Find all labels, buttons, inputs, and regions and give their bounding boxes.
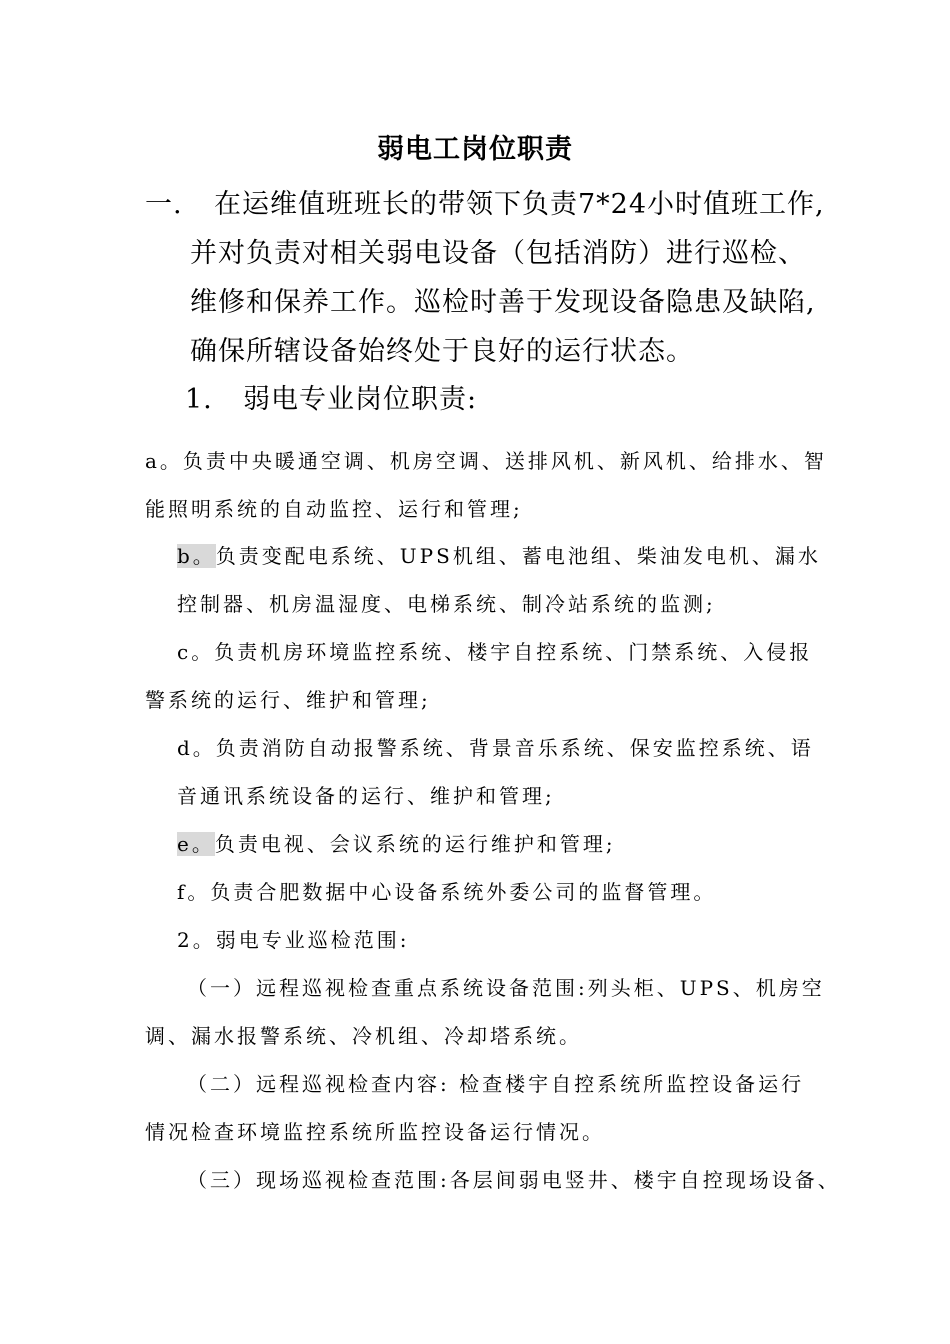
highlight-prefix: b。 — [177, 544, 216, 568]
paragraph-line: 2。弱电专业巡检范围: — [177, 928, 410, 952]
paragraph-line: （二）远程巡视检查内容: 检查楼宇自控系统所监控设备运行 — [187, 1072, 805, 1096]
sub-heading-number: 1. — [185, 384, 213, 415]
paragraph-line-text: 负责电视、会议系统的运行维护和管理; — [214, 832, 616, 856]
document-title: 弱电工岗位职责 — [377, 134, 573, 165]
paragraph-line: （一）远程巡视检查重点系统设备范围:列头柜、UPS、机房空 — [187, 976, 825, 1000]
sub-heading-duties — [185, 378, 477, 422]
paragraph-line: 调、漏水报警系统、冷机组、冷却塔系统。 — [145, 1024, 582, 1048]
sub-heading-label: 弱电专业岗位职责: — [243, 384, 478, 415]
paragraph-line: 音通讯系统设备的运行、维护和管理; — [177, 784, 555, 808]
paragraph-line: d。负责消防自动报警系统、背景音乐系统、保安监控系统、语 — [177, 736, 814, 760]
paragraph-line: 警系统的运行、维护和管理; — [145, 688, 431, 712]
paragraph-line-highlighted — [177, 820, 616, 868]
paragraph-line: 控制器、机房温湿度、电梯系统、制冷站系统的监测; — [177, 592, 716, 616]
paragraph-line: a。负责中央暖通空调、机房空调、送排风机、新风机、给排水、智 — [145, 449, 827, 473]
paragraph-line: 情况检查环境监控系统所监控设备运行情况。 — [145, 1120, 605, 1144]
paragraph-line: （三）现场巡视检查范围:各层间弱电竖井、楼宇自控现场设备、 — [187, 1168, 841, 1192]
paragraph-line: c。负责机房环境监控系统、楼宇自控系统、门禁系统、入侵报 — [177, 640, 813, 664]
paragraph-line-highlighted — [177, 532, 821, 580]
highlight-prefix: e。 — [177, 832, 215, 856]
section-one-text: 在运维值班班长的带领下负责7*24小时值班工作,并对负责对相关弱电设备（包括消防）进行巡检、维修和保养工作。巡检时善于发现设备隐患及缺陷,确保所辖设备始终处于良好的运行状态。 — [190, 189, 825, 367]
section-one — [145, 180, 825, 376]
paragraph-line-text: 负责变配电系统、UPS机组、蓄电池组、柴油发电机、漏水 — [215, 544, 821, 568]
paragraph-line: 能照明系统的自动监控、运行和管理; — [145, 497, 523, 521]
section-one-marker: 一. — [145, 189, 183, 220]
paragraph-line: f。负责合肥数据中心设备系统外委公司的监督管理。 — [177, 880, 717, 904]
